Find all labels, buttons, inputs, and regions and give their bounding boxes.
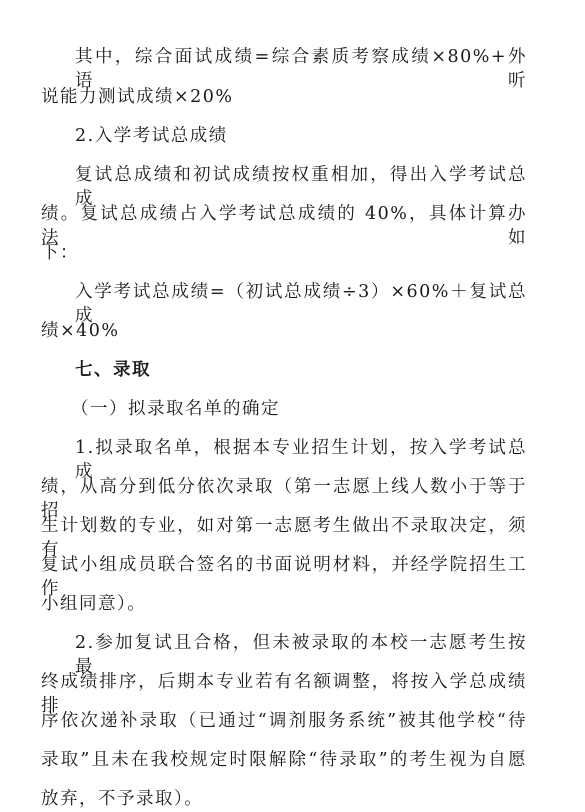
text-line: 绩×40% [41, 321, 120, 341]
text-line: 绩，从高分到低分依次录取（第一志愿上线人数小于等于招 [41, 477, 527, 521]
section-heading: 七、录取 [75, 360, 151, 380]
text-line: 复试总成绩和初试成绩按权重相加，得出入学考试总成 [75, 165, 527, 209]
text-line: 生计划数的专业，如对第一志愿考生做出不录取决定，须有 [41, 516, 527, 560]
text-line: 绩。复试总成绩占入学考试总成绩的 40%，具体计算办法如 [41, 204, 527, 248]
text-line: 录取”且未在我校规定时限解除“待录取”的考生视为自愿 [41, 750, 527, 770]
subsection-heading: （一）拟录取名单的确定 [71, 399, 280, 419]
text-line: 小组同意）。 [41, 594, 147, 614]
formula-line: 入学考试总成绩=（初试总成绩÷3）×60%＋复试总成 [75, 282, 527, 326]
text-line: 其中，综合面试成绩=综合素质考察成绩×80%+外语听 [75, 47, 527, 91]
text-line: 序依次递补录取（已通过“调剂服务系统”被其他学校“待 [41, 711, 527, 731]
text-line: 放弃，不予录取）。 [41, 789, 204, 809]
text-line: 复试小组成员联合签名的书面说明材料，并经学院招生工作 [41, 555, 527, 599]
text-line: 下： [41, 243, 79, 263]
text-line: 2.参加复试且合格，但未被录取的本校一志愿考生按最 [75, 633, 527, 677]
text-line: 终成绩排序，后期本专业若有名额调整，将按入学总成绩排 [41, 672, 527, 716]
text-line: 说能力测试成绩×20% [41, 87, 234, 107]
text-line: 1.拟录取名单，根据本专业招生计划，按入学考试总成 [75, 438, 527, 482]
section-heading: 2.入学考试总成绩 [75, 126, 228, 146]
